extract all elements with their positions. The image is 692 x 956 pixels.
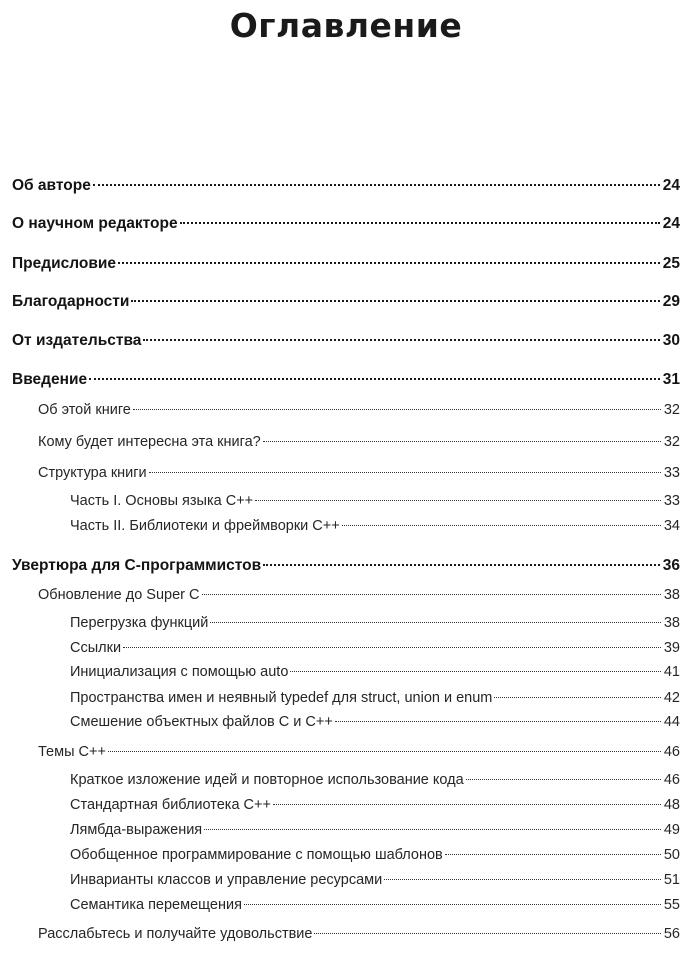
toc-entry-page: 42 [663, 690, 680, 706]
toc-entry[interactable] [38, 584, 680, 606]
toc-entry-title: Часть I. Основы языка C++ [70, 493, 254, 509]
toc-entry[interactable] [12, 330, 680, 352]
toc-entry[interactable] [70, 490, 680, 512]
toc-entry-title: Инициализация с помощью auto [70, 664, 289, 680]
dot-leader [89, 378, 660, 380]
toc-entry-page: 24 [662, 177, 680, 194]
toc-entry[interactable] [70, 687, 680, 709]
toc-entry-page: 33 [663, 465, 680, 481]
dot-leader [123, 647, 661, 648]
toc-entry[interactable] [12, 291, 680, 313]
toc-entry-title: Кому будет интересна эта книга? [38, 434, 261, 450]
dot-leader [204, 829, 661, 830]
toc-entry-title: Обновление до Super C [38, 587, 200, 603]
toc-entry-page: 56 [663, 926, 680, 942]
toc-entry[interactable] [38, 923, 680, 945]
toc-entry[interactable] [70, 869, 680, 891]
toc-entry[interactable] [70, 515, 680, 537]
dot-leader [244, 904, 661, 905]
toc-entry-page: 32 [663, 402, 680, 418]
toc-entry-title: Благодарности [12, 293, 130, 310]
toc-entry-page: 46 [663, 744, 680, 760]
toc-entry-title: Обобщенное программирование с помощью шаблонов [70, 847, 443, 863]
dot-leader [133, 409, 661, 410]
toc-entry-title: Темы C++ [38, 744, 106, 760]
toc-entry-page: 38 [663, 587, 680, 603]
toc-entry-title: Лямбда-выражения [70, 822, 203, 838]
dot-leader [118, 262, 660, 264]
toc-entry-page: 44 [663, 714, 680, 730]
toc-entry-page: 51 [663, 872, 680, 888]
toc-entry-page: 33 [663, 493, 680, 509]
toc-entry[interactable] [70, 794, 680, 816]
dot-leader [384, 879, 661, 880]
toc-entry[interactable] [12, 175, 680, 197]
toc-entry-title: Ссылки [70, 640, 122, 656]
toc-entry[interactable] [12, 253, 680, 275]
dot-leader [342, 525, 661, 526]
toc-entry-page: 29 [662, 293, 680, 310]
toc-entry[interactable] [12, 213, 680, 235]
toc-entry-page: 25 [662, 255, 680, 272]
toc-entry-title: О научном редакторе [12, 215, 178, 232]
toc-entry-page: 41 [663, 664, 680, 680]
toc-entry-title: Об авторе [12, 177, 91, 194]
toc-entry[interactable] [38, 462, 680, 484]
toc-entry[interactable] [12, 369, 680, 391]
toc-entry-page: 31 [662, 371, 680, 388]
toc-entry-title: От издательства [12, 332, 142, 349]
toc-entry-page: 24 [662, 215, 680, 232]
toc-entry[interactable] [70, 894, 680, 916]
toc-entry[interactable] [70, 612, 680, 634]
toc-entry-title: Инварианты классов и управление ресурсами [70, 872, 383, 888]
toc-entry-page: 46 [663, 772, 680, 788]
dot-leader [210, 622, 661, 623]
toc-entry[interactable] [70, 637, 680, 659]
toc-entry-page: 49 [663, 822, 680, 838]
toc-entry-page: 50 [663, 847, 680, 863]
toc-entry-title: Предисловие [12, 255, 117, 272]
toc-entry-title: Введение [12, 371, 88, 388]
toc-entry-title: Структура книги [38, 465, 147, 481]
toc-entry-page: 39 [663, 640, 680, 656]
toc-entry[interactable] [70, 769, 680, 791]
dot-leader [93, 184, 660, 186]
toc-entry-title: Перегрузка функций [70, 615, 209, 631]
toc-entry[interactable] [70, 819, 680, 841]
dot-leader [202, 594, 661, 595]
toc-entry-page: 48 [663, 797, 680, 813]
dot-leader [180, 222, 660, 224]
toc-entry-title: Увертюра для C-программистов [12, 557, 262, 574]
toc-entry[interactable] [70, 844, 680, 866]
dot-leader [149, 472, 661, 473]
dot-leader [263, 564, 660, 566]
toc-entry[interactable] [70, 711, 680, 733]
dot-leader [131, 300, 659, 302]
dot-leader [263, 441, 661, 442]
toc-entry-title: Краткое изложение идей и повторное использование кода [70, 772, 464, 788]
dot-leader [143, 339, 659, 341]
toc-entry-page: 36 [662, 557, 680, 574]
toc-entry-page: 30 [662, 332, 680, 349]
dot-leader [466, 779, 661, 780]
dot-leader [273, 804, 661, 805]
dot-leader [108, 751, 661, 752]
toc-entry[interactable] [38, 431, 680, 453]
toc-entry-page: 38 [663, 615, 680, 631]
dot-leader [494, 697, 660, 698]
toc-entry-title: Расслабьтесь и получайте удовольствие [38, 926, 313, 942]
toc-entry[interactable] [38, 399, 680, 421]
toc-entry-title: Семантика перемещения [70, 897, 242, 913]
dot-leader [255, 500, 661, 501]
dot-leader [335, 721, 661, 722]
toc-entry-title: Смешение объектных файлов C и C++ [70, 714, 333, 730]
toc-entry-title: Часть II. Библиотеки и фреймворки C++ [70, 518, 340, 534]
page-title: Оглавление [229, 6, 463, 45]
toc-entry[interactable] [38, 741, 680, 763]
dot-leader [445, 854, 661, 855]
dot-leader [314, 933, 660, 934]
toc-entry-title: Об этой книге [38, 402, 131, 418]
toc-entry-page: 34 [663, 518, 680, 534]
toc-entry-title: Стандартная библиотека C++ [70, 797, 271, 813]
toc-entry-title: Пространства имен и неявный typedef для struct, union и enum [70, 690, 493, 706]
toc-entry[interactable] [12, 555, 680, 577]
toc-entry[interactable] [70, 661, 680, 683]
dot-leader [290, 671, 660, 672]
toc-entry-page: 32 [663, 434, 680, 450]
toc-entry-page: 55 [663, 897, 680, 913]
